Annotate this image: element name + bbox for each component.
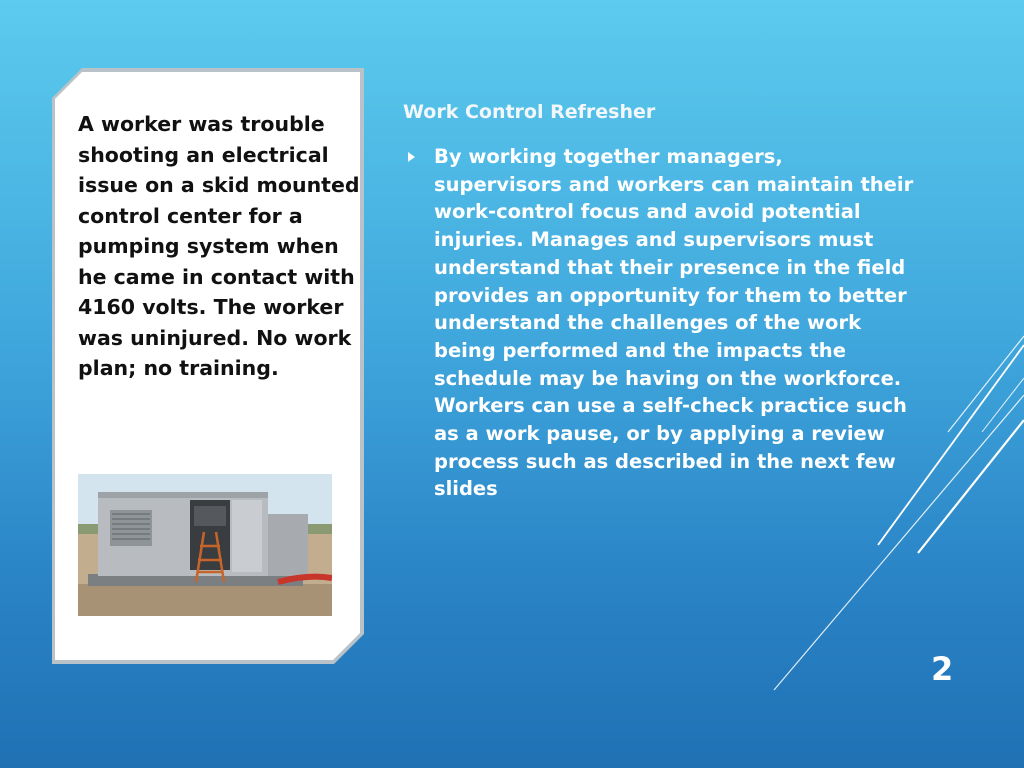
- incident-description: A worker was trouble shooting an electrical issue on a skid mounted control center for a pumping system when he came in contact with 4160 volts. The worker was uninjured. No work plan; no training.: [78, 112, 360, 380]
- skid-control-center-photo: [78, 474, 332, 616]
- bullet-text: By working together managers, supervisors and workers can maintain their work-control focus and avoid potential injuries. Manages and supervisors must understand that their presence in the field provides an opportunity for them to better understand the challenges of the work being performed and the impacts the schedule may be having on the workforce. Workers can use a self-check practice such as a work pause, or by applying a review process such as described in the next few slides: [434, 145, 914, 501]
- triangle-right-icon: [408, 152, 415, 162]
- slide-heading: Work Control Refresher: [403, 101, 656, 123]
- slide-number: 2: [931, 650, 954, 688]
